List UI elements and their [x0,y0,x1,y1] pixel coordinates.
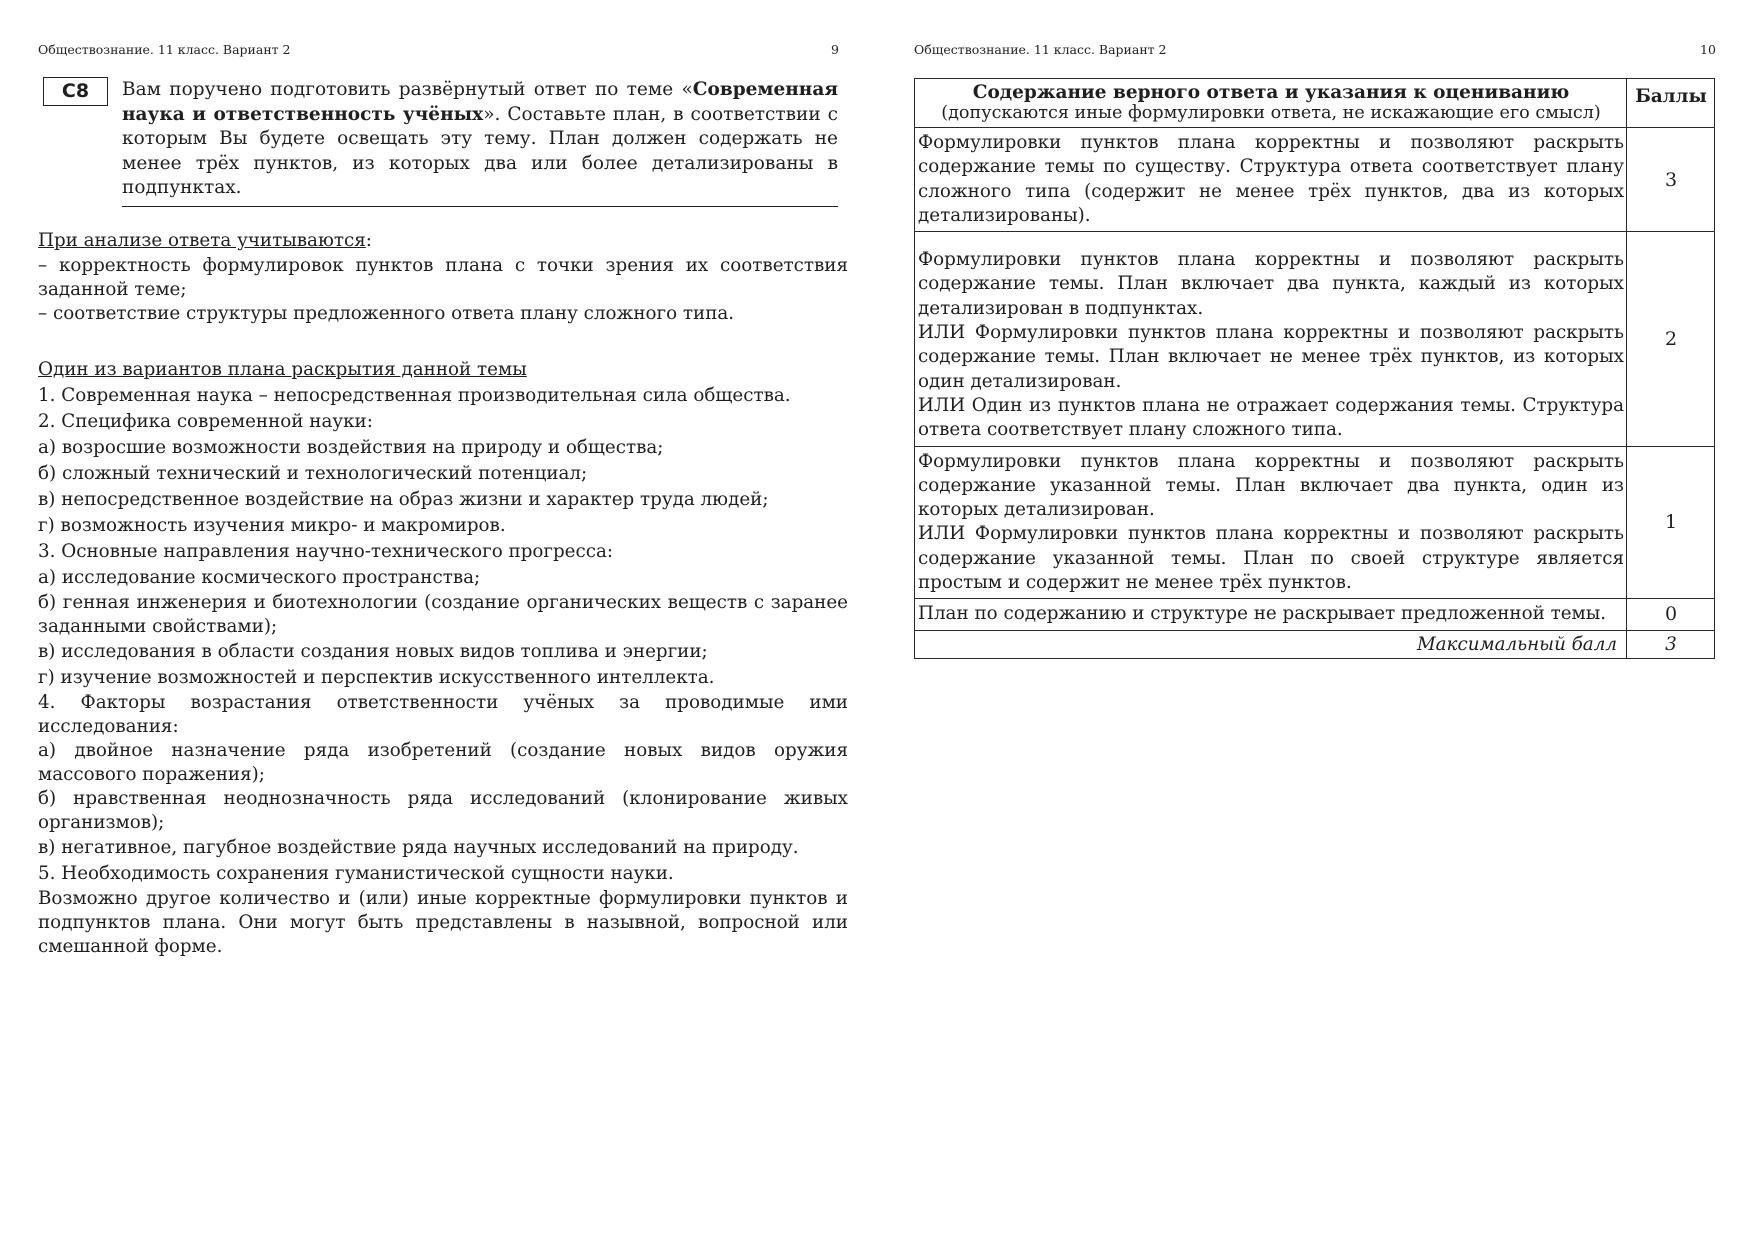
plan-line: в) негативное, пагубное воздействие ряда научных исследований на природу. [38,837,799,858]
page-header-title: Обществознание. 11 класс. Вариант 2 [914,42,1167,57]
plan-line: 3. Основные направления научно-технического прогресса: [38,541,614,562]
plan-line: а) исследование космического пространства; [38,567,481,588]
criterion-cell [915,232,1627,446]
table-row [915,232,1715,446]
page-number: 9 [831,42,839,57]
criterion-text: ИЛИ Один из пунктов плана не отражает содержания темы. Структура ответа соответствует плану сложного типа. [918,394,1624,441]
header-main-text: Содержание верного ответа и указания к оцениванию [972,82,1570,103]
plan-line: г) возможность изучения микро- и макромиров. [38,515,506,536]
plan-line: 5. Необходимость сохранения гуманистической сущности науки. [38,863,674,884]
plan-line: а) возросшие возможности воздействия на природу и общества; [38,437,664,458]
table-row [915,599,1715,630]
plan-note: Возможно другое количество и (или) иные корректные формулировки пунктов и подпунктов плана. Они могут быть представлены в назывной, вопросной или смешанной форме. [38,888,848,957]
plan-line: 4. Факторы возрастания ответственности учёных за проводимые ими исследования: [38,692,848,737]
score-cell: 1 [1627,446,1715,599]
plan-line: г) изучение возможностей и перспектив искусственного интеллекта. [38,667,715,688]
criteria-heading-suffix: : [365,230,372,251]
criteria-item: – соответствие структуры предложенного ответа плану сложного типа. [38,303,735,324]
criterion-text: ИЛИ Формулировки пунктов плана корректны и позволяют раскрыть содержание указанной темы. План по своей структуре является простым и содержит не менее трёх пунктов. [918,523,1624,594]
plan-line: а) двойное назначение ряда изобретений (создание новых видов оружия массового поражения); [38,740,848,785]
criterion-text: Формулировки пунктов плана корректны и позволяют раскрыть содержание темы по существу. Структура ответа соответствует плану сложного типа (содержит не менее трёх пунктов, два из которых детализированы). [918,132,1624,226]
right-page [877,0,1754,1239]
criterion-text: ИЛИ Формулировки пунктов плана корректны и позволяют раскрыть содержание темы. План включает не менее трёх пунктов, из которых один детализирован. [918,322,1624,392]
header-sub-text: (допускаются иные формулировки ответа, не искажающие его смысл) [941,103,1601,123]
score-cell: 2 [1627,232,1715,446]
criteria-heading-text: При анализе ответа учитываются [38,230,366,251]
plan-heading: Один из вариантов плана раскрытия данной темы [38,359,527,380]
header-content-cell [915,79,1627,128]
max-score-label: Максимальный балл [915,630,1627,658]
table-header-row [915,79,1715,128]
header-score-cell: Баллы [1627,79,1715,128]
plan-section [38,357,848,959]
criterion-cell [915,599,1627,630]
score-cell: 0 [1627,599,1715,630]
task-text-after: ». Составьте план, в соответствии с которым Вы будете освещать эту тему. План должен содержать не менее трёх пунктов, из которых два или более детализированы в подпунктах. [122,103,838,198]
max-score-row [915,630,1715,658]
score-cell: 3 [1627,128,1715,232]
grading-table [914,78,1715,659]
criterion-text: План по содержанию и структуре не раскрывает предложенной темы. [918,603,1607,625]
plan-line: в) исследования в области создания новых видов топлива и энергии; [38,641,708,662]
page-header-title: Обществознание. 11 класс. Вариант 2 [38,42,291,57]
plan-line: 2. Специфика современной науки: [38,411,373,432]
criteria-heading [38,228,848,254]
table-row [915,128,1715,232]
criterion-cell [915,128,1627,232]
max-score-value: 3 [1627,630,1715,658]
criterion-text: Формулировки пунктов плана корректны и позволяют раскрыть содержание темы. План включает два пункта, каждый из которых детализирован в подпунктах. [918,249,1624,319]
task-topic: Современная наука и ответственность учёных [122,79,838,125]
plan-line: 1. Современная наука – непосредственная производительная сила общества. [38,385,791,406]
task-code-box: С8 [43,77,108,106]
plan-line: б) нравственная неоднозначность ряда исследований (клонирование живых организмов); [38,788,848,833]
task-text-before: Вам поручено подготовить развёрнутый ответ по теме « [122,79,693,100]
criterion-cell [915,446,1627,599]
criteria-item: – корректность формулировок пунктов плана с точки зрения их соответствия заданной теме; [38,255,848,300]
plan-line: б) сложный технический и технологический потенциал; [38,463,588,484]
plan-line: в) непосредственное воздействие на образ жизни и характер труда людей; [38,489,769,510]
criterion-text: Формулировки пунктов плана корректны и позволяют раскрыть содержание указанной темы. План включает два пункта, один из которых детализирован. [918,450,1624,521]
plan-line: б) генная инженерия и биотехнологии (создание органических веществ с заранее заданными свойствами); [38,592,848,637]
table-row [915,446,1715,599]
page-number: 10 [1700,42,1716,57]
criteria-section [38,228,848,326]
task-statement [122,78,838,207]
